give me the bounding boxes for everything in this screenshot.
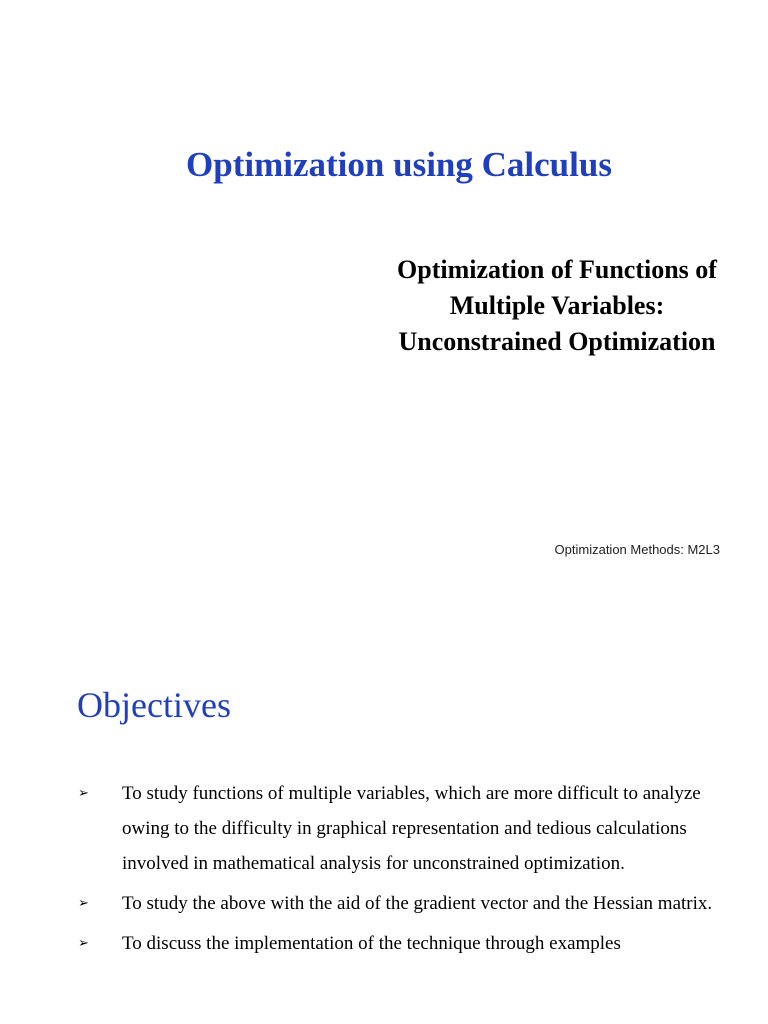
arrow-bullet-icon: ➢ — [78, 936, 89, 951]
arrow-bullet-icon: ➢ — [78, 896, 89, 911]
slide-subtitle: Optimization of Functions of Multiple Variables: Unconstrained Optimization — [397, 255, 717, 356]
objective-item-2 — [0, 886, 768, 921]
objectives-heading: Objectives — [77, 685, 231, 725]
slide-title: Optimization using Calculus — [186, 145, 612, 184]
objective-text-2: To study the above with the aid of the gradient vector and the Hessian matrix. — [122, 893, 713, 914]
objective-text-1: To study functions of multiple variables, which are more difficult to analyze owing to the difficulty in graphical representation and tedious calculations involved in mathematical analysis for unconstrained optimization. — [122, 783, 701, 874]
objective-item-3 — [0, 926, 768, 961]
objective-text-3: To discuss the implementation of the technique through examples — [122, 933, 621, 954]
arrow-bullet-icon: ➢ — [78, 786, 89, 801]
course-footer-label: Optimization Methods: M2L3 — [554, 542, 720, 557]
objectives-list — [0, 776, 768, 961]
objective-item-1 — [0, 776, 768, 881]
